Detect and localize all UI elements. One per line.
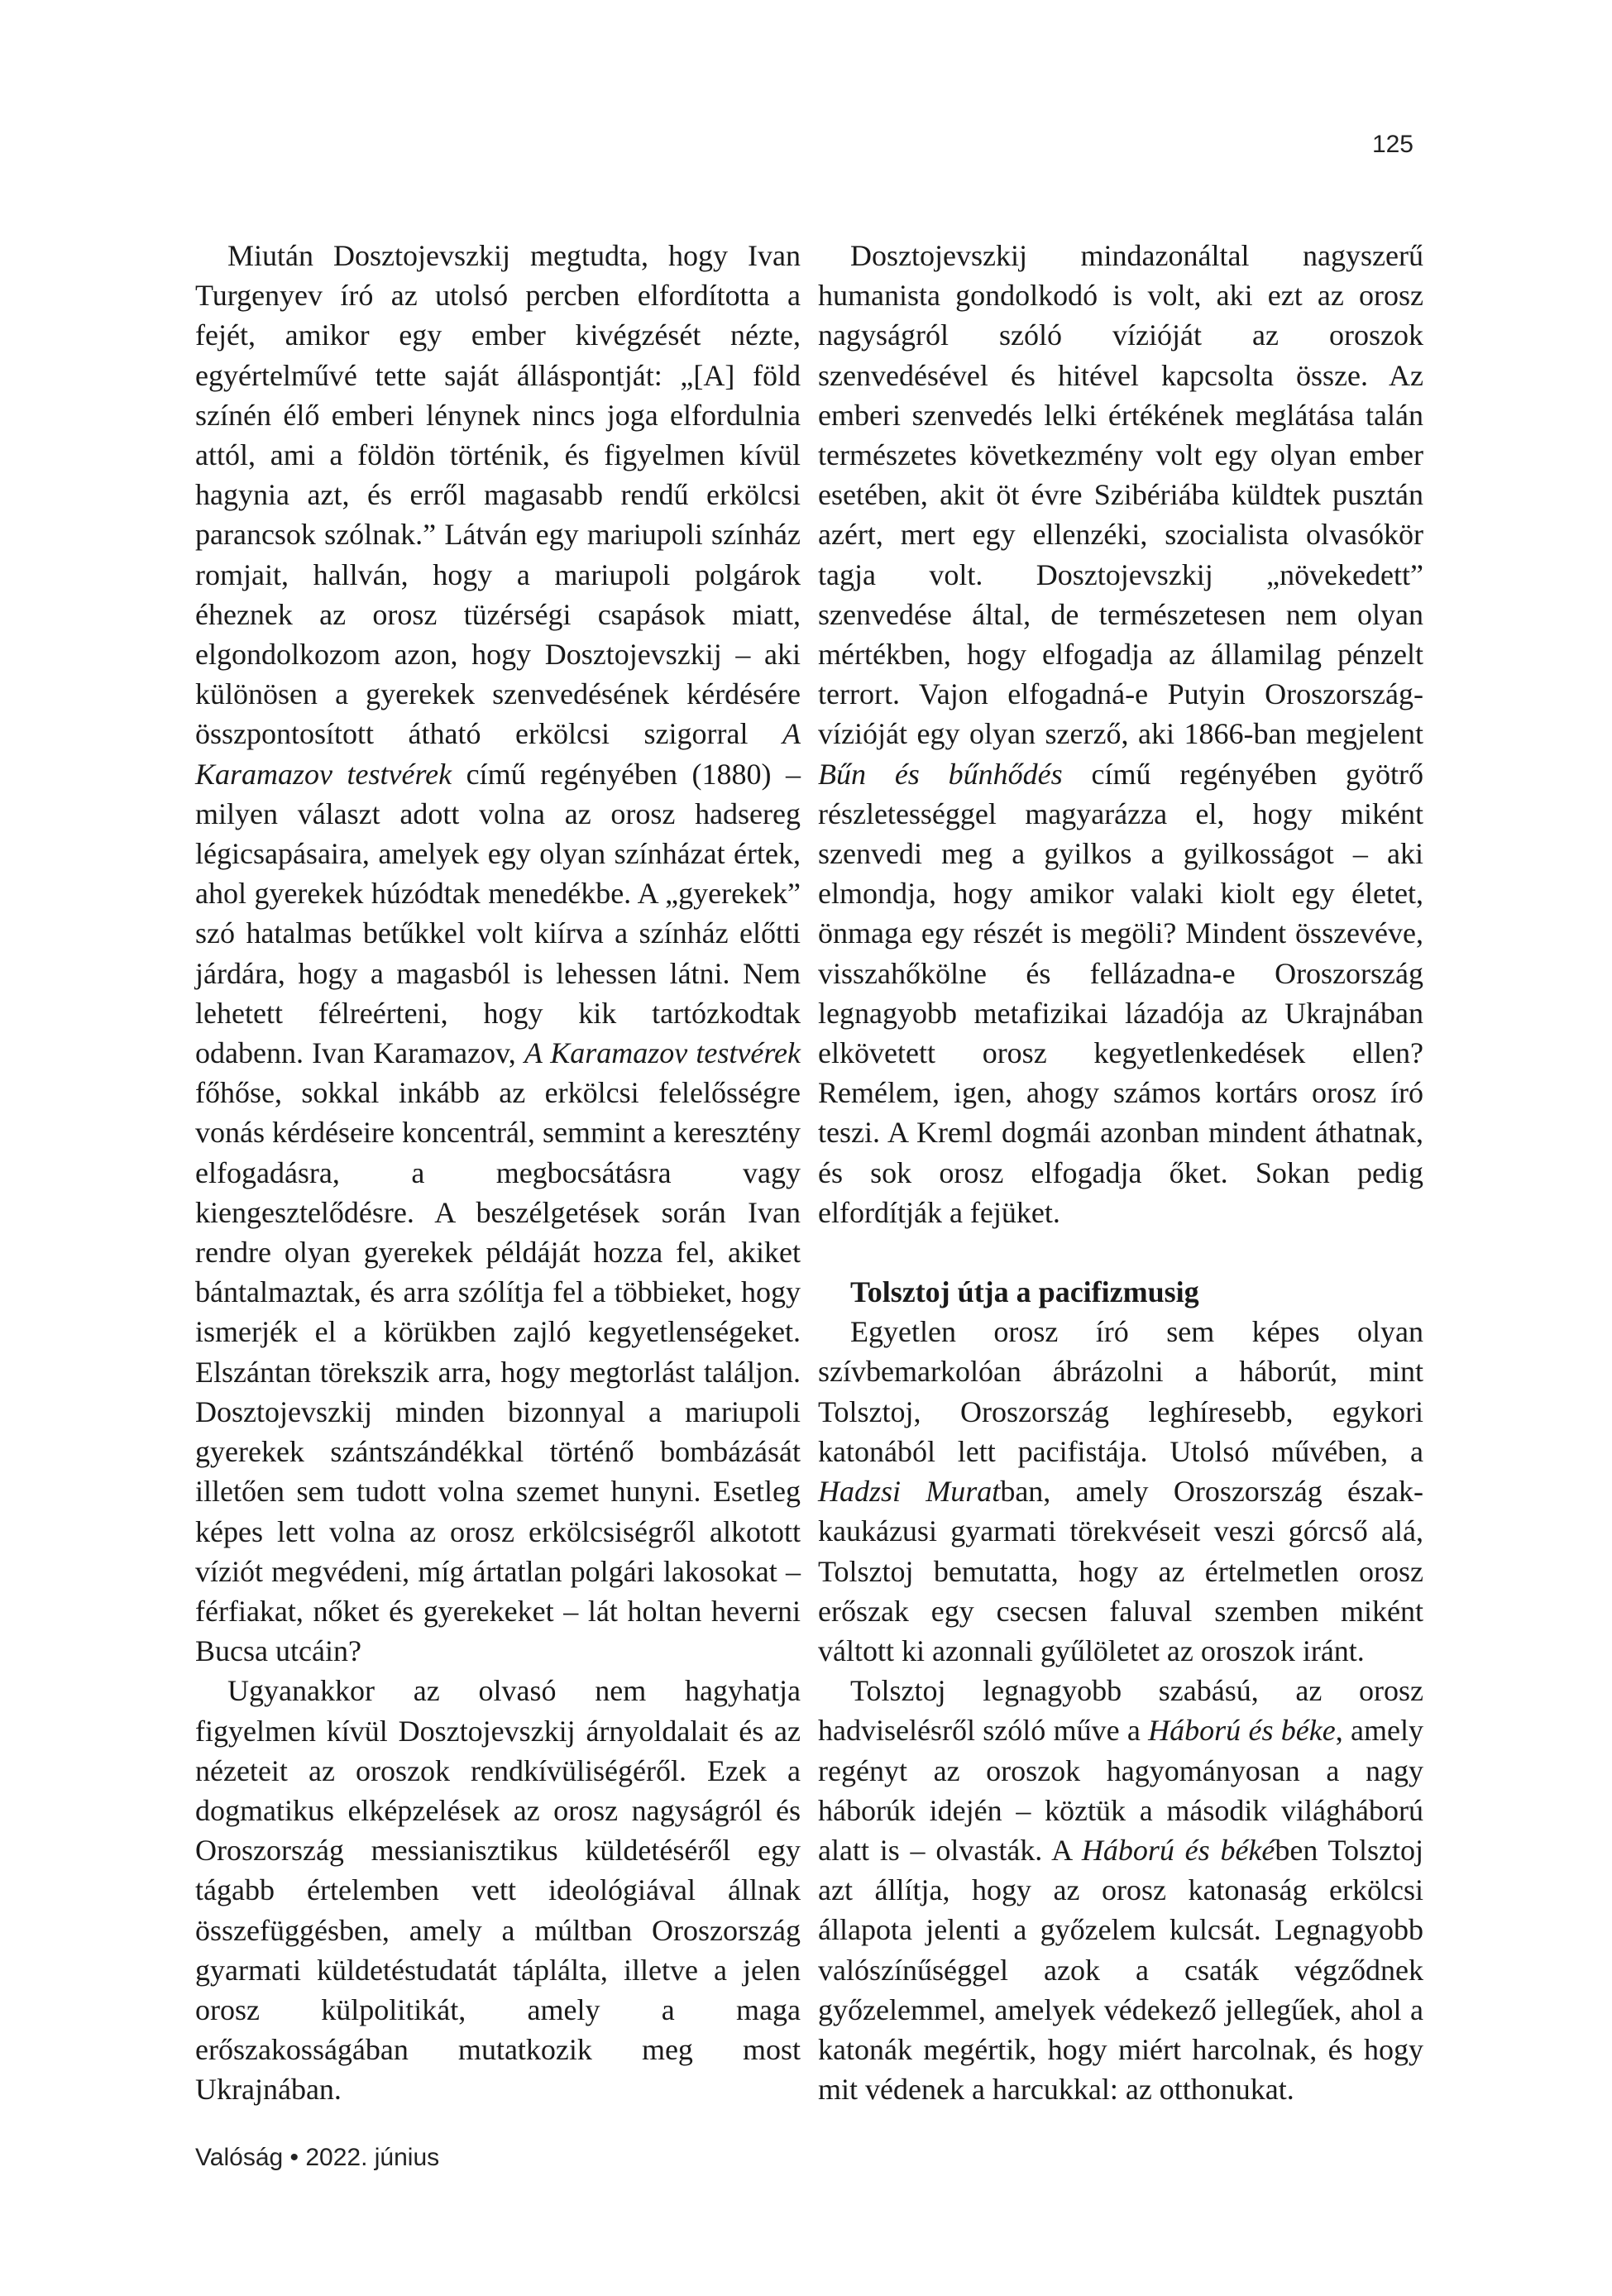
paragraph-text: Egyetlen orosz író sem képes olyan szívbemarkolóan ábrázolni a háborút, mint Tolsztoj, Oroszország leghíresebb, egykori katonából lett pacifistája. Utolsó művében, a — [818, 1315, 1423, 1468]
paragraph: Ugyanakkor az olvasó nem hagyhatja figyelmen kívül Dosztojevszkij árnyoldalait és az nézeteit az oroszok rendkívüliségéről. Ezek a dogmatikus elképzelések az orosz nagyságról és Oroszország messianisztikus küldetéséről egy tágabb értelemben vett ideológiával állnak összefüggésben, amely a múltban Oroszország gyarmati küldetéstudatát táplálta, illetve a jelen orosz külpolitikát, amely a maga erőszakosságában mutatkozik meg most Ukrajnában. — [195, 1674, 801, 2107]
book-title: Hadzsi Murat — [818, 1475, 1001, 1509]
footer: Valóság • 2022. június — [195, 2144, 440, 2171]
book-title: Bűn és bűnhődés — [818, 757, 1063, 791]
paragraph-text: című regényében gyötrő részletességgel magyarázza el, hogy miként szenvedi meg a gyilkos a gyilkosságot – aki elmondja, hogy amikor valaki kiolt egy életet, önmaga egy részét is megöli? Mindent összevéve, visszahőkölne és fellázadna-e Oroszország legnagyobb metafizikai lázadója az Ukrajnában elkövetett orosz kegyetlenkedések ellen? Remélem, igen, ahogy számos kortárs orosz író teszi. A Kreml dogmái azonban mindent áthatnak, és sok orosz elfogadja őket. Sokan pedig elfordítják a fejüket. — [818, 757, 1424, 1229]
paragraph-text: Tolsztoj legnagyobb szabású, az orosz hadviselésről szóló műve a — [818, 1674, 1423, 1748]
paragraph-text: Miután Dosztojevszkij megtudta, hogy Ivan Turgenyev író az utolsó percben elfordította a fejét, amikor egy ember kivégzését nézte, egyértelművé tette saját álláspontját: „[A] föld színén élő emberi lénynek nincs joga elfordulnia attól, ami a földön történik, és figyelmen kívül hagynia azt, és erről magasabb rendű erkölcsi parancsok szólnak.” Látván egy mariupoli színház romjait, hallván, hogy a mariupoli polgárok éheznek az orosz tüzérségi csapások miatt, elgondolkozom azon, hogy Dosztojevszkij – aki különösen a gyerekek szenvedésének kérdésére összpontosított átható erkölcsi szigorral — [195, 239, 801, 751]
right-column — [818, 236, 1423, 2109]
left-column — [195, 236, 801, 2110]
paragraph — [195, 236, 801, 1671]
section-heading: Tolsztoj útja a pacifizmusig — [850, 1275, 1199, 1309]
paragraph-text: ban, amely Oroszország észak-kaukázusi gyarmati törekvéseit veszi górcső alá, Tolsztoj bemutatta, hogy az értelmetlen orosz erőszak egy csecsen faluval szemben miként váltott ki azonnali gyűlöletet az oroszok iránt. — [818, 1475, 1423, 1667]
paragraph — [818, 1671, 1423, 2109]
book-title: Háború és béké — [1081, 1833, 1275, 1867]
page-number: 125 — [1371, 131, 1413, 158]
paragraph-text: ben Tolsztoj azt állítja, hogy az orosz katonaság erkölcsi állapota jelenti a győzelem kulcsát. Legnagyobb valószínűséggel azok a csaták végződnek győzelemmel, amelyek védekező jellegűek, ahol a katonák megértik, hogy miért harcolnak, és hogy mit védenek a harcukkal: az otthonukat. — [818, 1833, 1423, 2107]
paragraph-text: Dosztojevszkij mindazonáltal nagyszerű humanista gondolkodó is volt, aki ezt az orosz nagyságról szóló vízióját az oroszok szenvedésével és hitével kapcsolta össze. Az emberi szenvedés lelki értékének meglátása talán természetes következmény volt egy olyan ember esetében, akit öt évre Szibériába küldtek pusztán azért, mert egy ellenzéki, szocialista olvasókör tagja volt. Dosztojevszkij „növekedett” szenvedése által, de természetesen nem olyan mértékben, hogy elfogadja az államilag pénzelt terrort. Vajon elfogadná-e Putyin Oroszország-vízióját egy olyan szerző, aki 1866-ban megjelent — [818, 239, 1423, 751]
paragraph-text: , amely regényt az oroszok hagyományosan a nagy háborúk idején – köztük a második világháború alatt is – olvasták. A — [818, 1714, 1423, 1867]
paragraph-text: című regényében (1880) – milyen választ adott volna az orosz hadsereg légicsapásaira, amelyek egy olyan színházat értek, ahol gyerekek húzódtak menedékbe. A „gyerekek” szó hatalmas betűkkel volt kiírva a színház előtti járdára, hogy a magasból is lehessen látni. Nem lehetett félreérteni, hogy kik tartózkodtak odabenn. Ivan Karamazov, — [195, 757, 801, 1070]
book-title: A Karamazov testvérek — [195, 717, 801, 791]
paragraph-text: főhőse, sokkal inkább az erkölcsi felelősségre vonás kérdéseire koncentrál, semmint a keresztény elfogadásra, a megbocsátásra vagy kiengesztelődésre. A beszélgetések során Ivan rendre olyan gyerekek példáját hozza fel, akiket bántalmaztak, és arra szólítja fel a többieket, hogy ismerjék el a körükben zajló kegyetlenségeket. Elszántan törekszik arra, hogy megtorlást találjon. Dosztojevszkij minden bizonnyal a mariupoli gyerekek szántszándékkal történő bombázását illetően sem tudott volna szemet hunyni. Esetleg képes lett volna az orosz erkölcsiségről alkotott víziót megvédeni, míg ártatlan polgári lakosokat – férfiakat, nőket és gyerekeket – lát holtan heverni Bucsa utcáin? — [195, 1076, 801, 1668]
paragraph — [818, 236, 1423, 1232]
book-title: A Karamazov testvérek — [524, 1036, 801, 1070]
paragraph — [818, 1312, 1423, 1671]
book-title: Háború és béke — [1148, 1714, 1336, 1748]
